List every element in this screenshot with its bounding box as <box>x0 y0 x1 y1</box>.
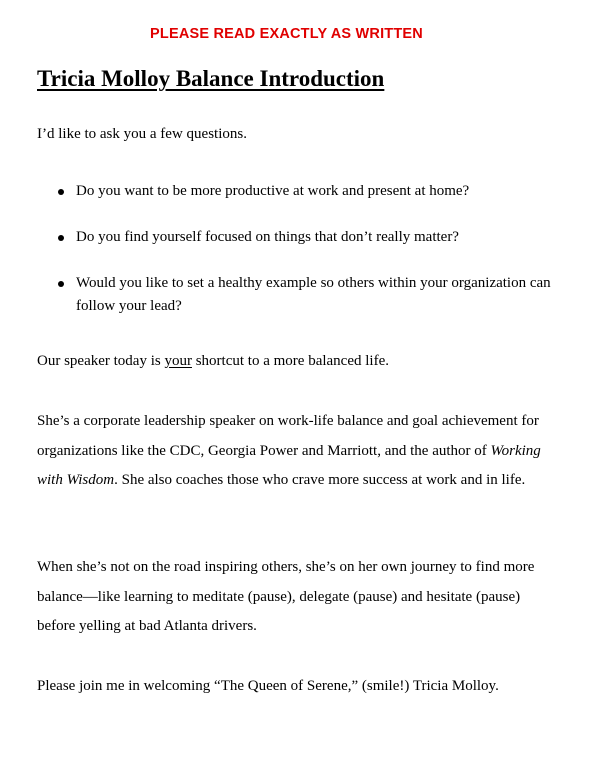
speaker-text-before: Our speaker today is <box>37 353 165 369</box>
question-text: Would you like to set a healthy example so others within your organization can follow your lead? <box>76 275 551 314</box>
list-item <box>37 180 552 203</box>
question-text: Do you want to be more productive at work and present at home? <box>76 183 470 199</box>
speaker-paragraph <box>37 347 552 377</box>
bullet-icon <box>58 189 64 195</box>
speaker-text-after: shortcut to a more balanced life. <box>191 353 389 369</box>
book-title: Working with Wisdom <box>37 442 541 488</box>
read-exactly-notice: PLEASE READ EXACTLY AS WRITTEN <box>150 26 423 42</box>
list-item <box>37 226 552 249</box>
emphasized-word: your <box>164 353 192 369</box>
journey-paragraph: When she’s not on the road inspiring others, she’s on her own journey to find more balance—like learning to meditate (pause), delegate (pause) and hesitate (pause) before yelling at bad Atlanta drivers. <box>37 559 535 634</box>
bio-text-after: . She also coaches those who crave more success at work and in life. <box>114 472 526 488</box>
question-list <box>37 180 552 318</box>
intro-paragraph: I’d like to ask you a few questions. <box>37 126 247 142</box>
closing-paragraph: Please join me in welcoming “The Queen of Serene,” (smile!) Tricia Molloy. <box>37 678 499 694</box>
bio-text-before: She’s a corporate leadership speaker on work-life balance and goal achievement for organizations like the CDC, Georgia Power and Marriott, and the author of <box>37 413 539 459</box>
bullet-icon <box>58 281 64 287</box>
question-text: Do you find yourself focused on things that don’t really matter? <box>76 229 459 245</box>
page-title: Tricia Molloy Balance Introduction <box>37 66 385 91</box>
list-item <box>37 272 552 318</box>
bullet-icon <box>58 235 64 241</box>
bio-paragraph <box>37 407 552 496</box>
